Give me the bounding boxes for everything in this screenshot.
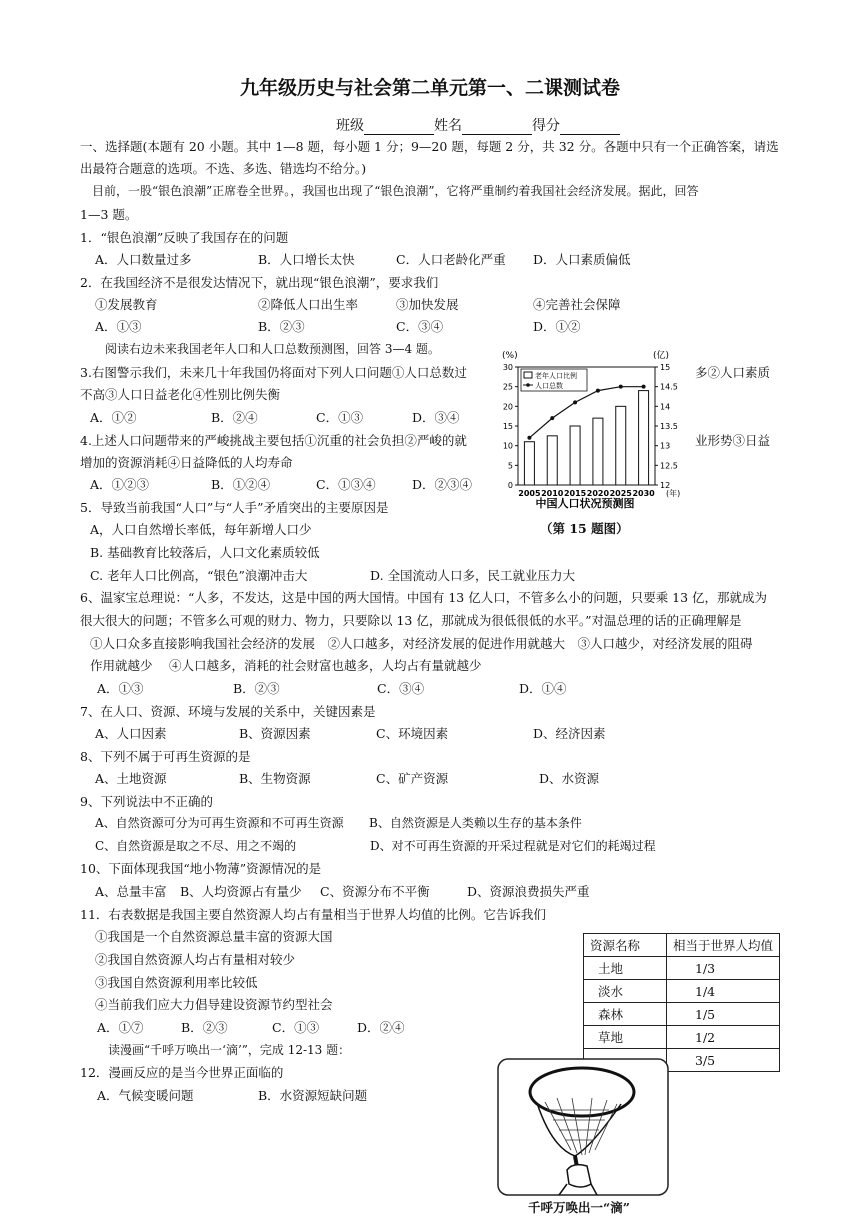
q6-option-b: B．②③ [233, 681, 280, 696]
left-tick-label: 30 [502, 363, 513, 372]
line-point [527, 436, 531, 440]
cartoon-image [497, 1058, 669, 1196]
right-tick-label: 14 [660, 402, 671, 412]
question-5-stem: 5．导致当前我国“人口”与“人手”矛盾突出的主要原因是 [80, 500, 389, 515]
q9-option-c: C、自然资源是取之不尽、用之不竭的 [95, 839, 297, 853]
intro-cartoon-text: 读漫画“千呼万唤出一‘滴’”，完成 12-13 题： [108, 1043, 351, 1057]
q8-option-d: D、水资源 [539, 771, 600, 786]
q2-item-1: ①发展教育 [95, 297, 158, 312]
x-tick-label: 2030 [632, 489, 655, 498]
question-4-line2: 增加的资源消耗④日益降低的人均寿命 [80, 455, 293, 470]
question-10-stem: 10、下面体现我国“地小物薄”资源情况的是 [80, 861, 322, 876]
q11-item-1: ①我国是一个自然资源总量丰富的资源大国 [95, 929, 333, 944]
chart-title: 中国人口状况预测图 [535, 497, 635, 510]
q1-option-b: B．人口增长太快 [258, 252, 355, 267]
q5-option-c: C. 老年人口比例高，“银色”浪潮冲击大 [90, 568, 308, 583]
bar [570, 426, 580, 485]
bar [593, 418, 603, 485]
table-row [584, 1026, 780, 1049]
name-label: 姓名 [434, 118, 462, 134]
question-11-stem: 11．右表数据是我国主要自然资源人均占有量相当于世界人均值的比例。它告诉我们 [80, 907, 546, 922]
left-axis-unit: (%) [502, 351, 518, 361]
q2-option-c: C．③④ [396, 319, 444, 334]
intro-text: 目前，一股“银色浪潮”正席卷全世界。，我国也出现了“银色浪潮”，它将严重制约着我国社会经济发展。据此，回答 [92, 184, 699, 198]
x-tick-label: 2020 [586, 489, 610, 498]
table-cell: 土地 [584, 957, 667, 980]
chart-caption: （第 15 题图） [540, 521, 629, 536]
q7-option-a: A、人口因素 [95, 726, 167, 741]
q11-option-b: B．②③ [181, 1020, 228, 1035]
score-label: 得分 [532, 118, 560, 134]
table-header-cell: 相当于世界人均值 [667, 934, 780, 957]
q2-item-4: ④完善社会保障 [533, 297, 621, 312]
legend-bar-swatch [524, 372, 532, 378]
question-2-stem: 2．在我国经济不是很发达情况下，就出现“银色浪潮”，要求我们 [80, 275, 439, 290]
legend-label: 人口总数 [535, 382, 563, 390]
q2-option-b: B．②③ [258, 319, 305, 334]
line-point [619, 385, 623, 389]
right-tick-label: 13 [660, 441, 671, 451]
class-label: 班级 [336, 118, 364, 134]
q12-option-b: B．水资源短缺问题 [258, 1088, 368, 1103]
q8-option-c: C、矿产资源 [376, 771, 449, 786]
bar [524, 442, 534, 485]
x-axis-unit: (年) [666, 489, 681, 498]
q2-item-3: ③加快发展 [396, 297, 459, 312]
q4-option-b: B．①②④ [211, 477, 271, 492]
resource-table [583, 933, 780, 1072]
legend-label: 老年人口比例 [535, 372, 577, 380]
x-tick-label: 2025 [609, 489, 632, 498]
question-3-line1: 3.右图警示我们，未来几十年我国仍将面对下列人口问题①人口总数过 [80, 365, 467, 380]
bar [547, 436, 557, 485]
left-tick-label: 20 [502, 402, 513, 412]
q9-option-b: B、自然资源是人类赖以生存的基本条件 [369, 816, 582, 830]
q2-option-a: A．①③ [95, 319, 142, 334]
q1-option-a: A．人口数量过多 [95, 252, 192, 267]
table-header-row [584, 934, 780, 957]
q8-option-a: A、土地资源 [95, 771, 167, 786]
question-3-line2: 不高③人口日益老化④性别比例失衡 [80, 387, 281, 402]
q9-option-a: A、自然资源可分为可再生资源和不可再生资源 [95, 816, 344, 830]
right-tick-label: 15 [660, 363, 671, 372]
question-3-line1-end: 多②人口素质 [695, 365, 771, 380]
section-instructions: 一、选择题(本题有 20 小题。其中 1—8 题，每小题 1 分；9—20 题，每题 2 分，共 32 分。各题中只有一个正确答案，请选 [80, 139, 779, 154]
section-instructions-2: 出最符合题意的选项。不选、多选、错选均不给分。) [80, 161, 367, 176]
table-cell: 淡水 [584, 980, 667, 1003]
table-row [584, 1003, 780, 1026]
question-7-stem: 7、在人口、资源、环境与发展的关系中，关键因素是 [80, 704, 376, 719]
q11-item-2: ②我国自然资源人均占有量相对较少 [95, 952, 296, 967]
q10-option-a: A、总量丰富 [95, 884, 167, 899]
right-tick-label: 12 [660, 481, 671, 490]
q8-option-b: B、生物资源 [239, 771, 311, 786]
q5-option-d: D. 全国流动人口多，民工就业压力大 [370, 568, 576, 583]
q6-option-d: D．①④ [519, 681, 567, 696]
q11-item-4: ④当前我们应大力倡导建设资源节约型社会 [95, 997, 333, 1012]
bar [639, 391, 649, 485]
q11-option-c: C．①③ [272, 1020, 320, 1035]
question-4-line1: 4.上述人口问题带来的严峻挑战主要包括①沉重的社会负担②严峻的就 [80, 433, 467, 448]
score-blank[interactable] [560, 120, 620, 135]
table-row [584, 957, 780, 980]
q12-option-a: A．气候变暖问题 [97, 1088, 194, 1103]
student-info-line [336, 118, 620, 135]
x-tick-label: 2015 [563, 489, 587, 498]
population-forecast-chart [490, 345, 695, 510]
line-point [550, 416, 554, 420]
question-8-stem: 8、下列不属于可再生资源的是 [80, 749, 251, 764]
q3-option-d: D．③④ [412, 410, 460, 425]
right-tick-label: 12.5 [660, 461, 678, 471]
question-6-line3: ①人口众多直接影响我国社会经济的发展 ②人口越多，对经济发展的促进作用就越大 ③人口越少，对经济发展的阻碍 [90, 636, 753, 651]
q5-option-a: A，人口自然增长率低，每年新增人口少 [90, 522, 312, 537]
x-tick-label: 2010 [541, 489, 564, 498]
q1-option-c: C．人口老龄化严重 [396, 252, 506, 267]
left-tick-label: 10 [502, 441, 513, 451]
line-point [573, 400, 577, 404]
q7-option-d: D、经济因素 [533, 726, 606, 741]
table-cell: 1/3 [667, 957, 780, 980]
q6-option-c: C．③④ [377, 681, 425, 696]
q11-option-a: A．①⑦ [97, 1020, 144, 1035]
table-header-cell: 资源名称 [584, 934, 667, 957]
q7-option-c: C、环境因素 [376, 726, 449, 741]
table-cell: 草地 [584, 1026, 667, 1049]
q10-option-c: C、资源分布不平衡 [320, 884, 430, 899]
q2-item-2: ②降低人口出生率 [258, 297, 359, 312]
left-tick-label: 5 [507, 461, 513, 471]
right-tick-label: 13.5 [660, 422, 678, 431]
name-blank[interactable] [462, 120, 532, 135]
x-tick-label: 2005 [518, 489, 541, 498]
class-blank[interactable] [364, 120, 434, 135]
left-tick-label: 0 [507, 481, 513, 490]
q3-option-c: C．①③ [316, 410, 364, 425]
legend-line-marker [526, 383, 530, 387]
question-12-stem: 12．漫画反应的是当今世界正面临的 [80, 1065, 284, 1080]
question-9-stem: 9、下列说法中不正确的 [80, 794, 213, 809]
q3-option-b: B．②④ [211, 410, 258, 425]
q11-option-d: D．②④ [357, 1020, 405, 1035]
question-1-stem: 1．“银色浪潮”反映了我国存在的问题 [80, 230, 289, 245]
table-row [584, 980, 780, 1003]
left-tick-label: 25 [502, 382, 513, 392]
left-tick-label: 15 [502, 422, 513, 431]
q1-option-d: D．人口素质偏低 [533, 252, 631, 267]
table-cell: 森林 [584, 1003, 667, 1026]
page-title: 九年级历史与社会第二单元第一、二课测试卷 [239, 77, 620, 99]
q6-option-a: A．①③ [97, 681, 144, 696]
intro-text-2: 1—3 题。 [80, 207, 138, 222]
q3-option-a: A．①② [90, 410, 137, 425]
table-cell: 1/2 [667, 1026, 780, 1049]
cartoon-caption: 千呼万唤出一“滴” [528, 1200, 630, 1215]
q10-option-b: B、人均资源占有量少 [180, 884, 302, 899]
q4-option-d: D．②③④ [412, 477, 473, 492]
q7-option-b: B、资源因素 [239, 726, 311, 741]
question-6-line2: 很大很大的问题；不管多么可观的财力、物力，只要除以 13 亿，那就成为很低很低的水平。”对温总理的话的正确理解是 [80, 613, 742, 628]
q4-option-a: A．①②③ [90, 477, 150, 492]
table-cell: 1/4 [667, 980, 780, 1003]
line-point [642, 385, 646, 389]
q2-option-d: D．①② [533, 319, 581, 334]
intro-chart-text: 阅读右边未来我国老年人口和人口总数预测图，回答 3—4 题。 [105, 342, 440, 356]
question-6-line1: 6、温家宝总理说：“人多，不发达，这是中国的两大国情。中国有 13 亿人口，不管多么小的问题，只要乘 13 亿，那就成为 [80, 590, 768, 605]
q11-item-3: ③我国自然资源利用率比较低 [95, 975, 258, 990]
bar [616, 406, 626, 485]
line-point [596, 389, 600, 393]
table-cell: 1/5 [667, 1003, 780, 1026]
q10-option-d: D、资源浪费损失严重 [467, 884, 590, 899]
q9-option-d: D、对不可再生资源的开采过程就是对它们的耗竭过程 [370, 839, 656, 853]
series-line [529, 387, 643, 438]
q5-option-b: B. 基础教育比较落后，人口文化素质较低 [90, 545, 320, 560]
right-axis-unit: (亿) [653, 351, 670, 361]
question-4-line1-end: 业形势③日益 [695, 433, 771, 448]
q4-option-c: C．①③④ [316, 477, 376, 492]
table-cell: 3/5 [667, 1049, 780, 1072]
right-tick-label: 14.5 [660, 382, 678, 392]
question-6-line4: 作用就越少 ④人口越多，消耗的社会财富也越多，人均占有量就越少 [90, 658, 482, 673]
